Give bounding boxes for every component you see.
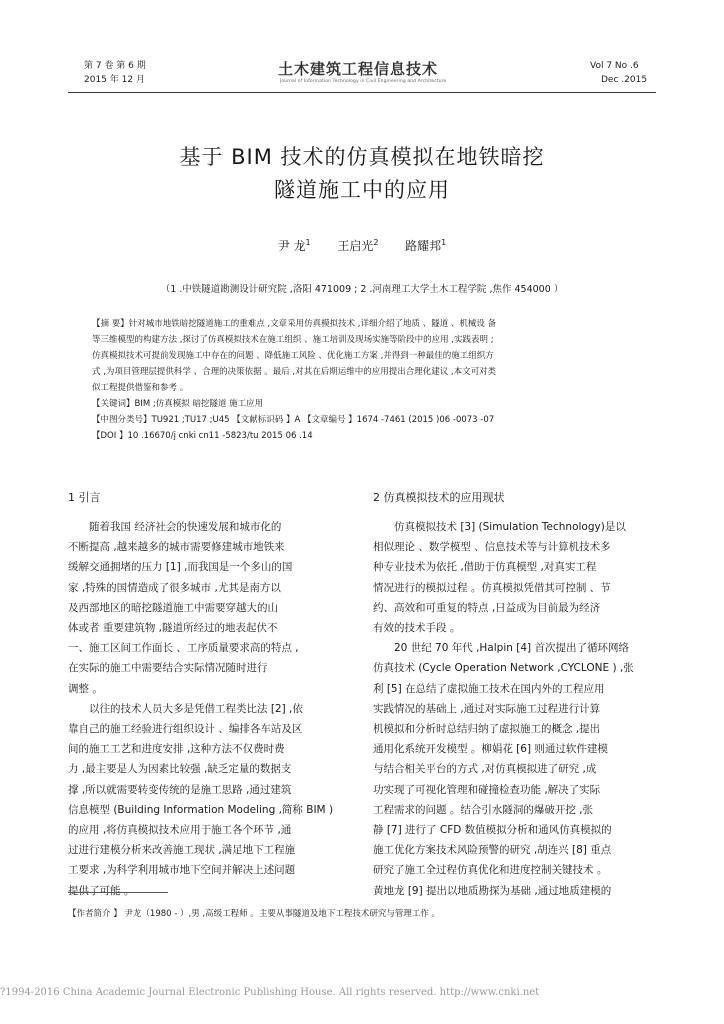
header-rule	[68, 92, 656, 93]
abstract-block	[92, 316, 652, 444]
column-left	[68, 517, 350, 901]
body-line: 黄地龙 [9] 提出以地质勘探为基础 ,通过地质建模的	[373, 884, 612, 897]
body-line: 不断提高 ,越来越多的城市需要修建城市地铁来	[68, 541, 285, 554]
body-line: 约、高效和可重复的特点 ,日益成为目前最为经济	[373, 601, 601, 614]
body-line: 及西部地区的暗挖隧道施工中需要穿越大的山	[68, 601, 278, 614]
body-line: 有效的技术手段 。	[373, 622, 461, 635]
body-line: 研究了施工全过程仿真优化和进度控制关键技术 。	[373, 864, 608, 877]
author-footnote: 【作者简介 】 尹龙（1980 - ）,男 ,高级工程师 。主要从事隧道及地下工程技术研究与管理工作 。	[68, 909, 441, 919]
body-line: 调整 。	[68, 682, 103, 695]
body-line: 实践情况的基础上 ,通过对实际施工过程进行计算	[373, 702, 601, 715]
body-line: 功实现了可视化管理和碰撞检查功能 ,解决了实际	[373, 783, 601, 796]
author-sup: 2	[373, 238, 379, 247]
abstract-line: 式 ,为项目管理层提供科学 、合理的决策依据 。最后 ,对其在后期运维中的应用提出合理化建议 ,本文可对类	[92, 367, 497, 377]
body-line: 相似理论 、数学模型 、信息技术等与计算机技术多	[373, 541, 611, 554]
abstract-line: 等三维模型的构建方法 ,探讨了仿真模拟技术在施工组织 、施工培训及现场实施等阶段中的应用 ,实践表明 ;	[92, 335, 494, 345]
title-line-2: 隧道施工中的应用	[274, 178, 450, 202]
body-line: 与结合相关平台的方式 ,对仿真模拟进了研究 ,成	[373, 763, 597, 776]
body-line: 撑 ,所以就需要转变传统的是施工思路 ,通过建筑	[68, 783, 292, 796]
author-name: 王启光	[337, 239, 374, 253]
author-name: 路耀邦	[405, 239, 442, 253]
body-line: 静 [7] 进行了 CFD 数值模拟分析和通风仿真模拟的	[373, 824, 612, 837]
column-right	[373, 517, 657, 901]
body-line: 靠自己的施工经验进行组织设计 、编排各车站及区	[68, 723, 303, 736]
section-2-heading: 2 仿真模拟技术的应用现状	[373, 491, 505, 504]
body-line: 信息模型 (Building Information Modeling ,简称 BIM )	[68, 803, 334, 816]
title-line-1: 基于 BIM 技术的仿真模拟在地铁暗挖	[179, 145, 545, 169]
body-line: 工要求 ,为科学利用城市地下空间并解决上述问题	[68, 864, 296, 877]
body-line: 一、施工区间工作面长 、工序质量要求高的特点 ,	[68, 642, 299, 655]
copyright-footer: ?1994-2016 China Academic Journal Electronic Publishing House. All rights reserved. http://www.cnki.net	[0, 987, 540, 998]
section-1-heading: 1 引言	[68, 491, 101, 504]
body-line: 以往的技术人员大多是凭借工程类比法 [2] ,依	[89, 702, 303, 715]
abstract-line: 仿真模拟技术可提前发现施工中存在的问题 、降低施工风险 、优化施工方案 ,并得到一种最佳的施工组织方	[92, 351, 494, 361]
abstract-line: 似工程提供借鉴和参考 。	[92, 383, 189, 393]
date-en: Dec .2015	[601, 75, 648, 85]
abstract-line: 【摘 要】针对城市地铁暗挖隧道施工的重难点 ,文章采用仿真模拟技术 ,详细介绍了地质 、隧道 、机械设 备	[92, 319, 497, 329]
body-line: 过进行建模分析来改善施工现状 ,满足地下工程施	[68, 844, 296, 857]
body-line: 种专业技术为依托 ,借助于仿真模型 ,对真实工程	[373, 561, 597, 574]
date-cn: 2015 年 12 月	[84, 75, 145, 85]
keywords: 【关键词】BIM ;仿真模拟 暗挖隧道 施工应用	[92, 399, 264, 409]
body-line: 提供了可能 。	[68, 884, 135, 897]
body-line: 施工优化方案技术风险预警的研究 ,胡连兴 [8] 重点	[373, 844, 612, 857]
classification-line: 【中图分类号】TU921 ;TU17 ;U45 【文献标识码 】A 【文章编号 】1674 -7461 (2015 )06 -0073 -07	[92, 415, 495, 425]
authors	[0, 237, 724, 254]
journal-logo-en: Journal of Information Technology in Civil Engineering and Architecture	[280, 79, 447, 84]
issue-en: Vol 7 No .6	[590, 61, 639, 71]
body-line: 仿真技术 (Cycle Operation Network ,CYCLONE ) ,张	[373, 662, 634, 675]
doi-line: 【DOI 】10 .16670/j cnki cn11 -5823/tu 2015 06 .14	[92, 431, 313, 441]
body-line: 体或者 重要建筑物 ,隧道所经过的地表起伏不	[68, 622, 278, 635]
body-line: 在实际的施工中需要结合实际情况随时进行	[68, 662, 268, 675]
author-name: 尹 龙	[277, 239, 306, 253]
body-line: 缓解交通拥堵的压力 [1] ,而我国是一个多山的国	[68, 561, 293, 574]
issue-cn: 第 7 卷 第 6 期	[84, 61, 146, 71]
journal-logo: 土木建筑工程信息技术	[278, 60, 439, 78]
body-line: 20 世纪 70 年代 ,Halpin [4] 首次提出了循环网络	[394, 642, 629, 655]
body-line: 通用化系统开发模型 。柳娟花 [6] 则通过软件建模	[373, 743, 608, 756]
author-sup: 1	[305, 238, 311, 247]
body-line: 力 ,最主要是人为因素比较强 ,缺乏定量的数据支	[68, 763, 292, 776]
footnote-rule	[68, 892, 168, 893]
body-line: 情况进行的模拟过程 。仿真模拟凭借其可控制 、节	[373, 581, 611, 594]
body-line: 随着我国 经济社会的快速发展和城市化的	[89, 521, 282, 533]
body-line: 利 [5] 在总结了虚拟施工技术在国内外的工程应用	[373, 682, 605, 695]
body-line: 家 ,特殊的国情造成了很多城市 ,尤其是南方以	[68, 581, 281, 594]
body-line: 的应用 ,将仿真模拟技术应用于施工各个环节 ,通	[68, 824, 292, 837]
body-line: 仿真模拟技术 [3] (Simulation Technology)是以	[394, 521, 626, 533]
body-line: 工程需求的问题 。结合引水隧洞的爆破开挖 ,张	[373, 803, 594, 816]
body-line: 机模拟和分析时总结归纳了虚拟施工的概念 ,提出	[373, 723, 601, 736]
affiliation: （1 .中铁隧道勘测设计研究院 ,洛阳 471009 ; 2 .河南理工大学土木工程学院 ,焦作 454000 ）	[160, 284, 564, 295]
author-sup: 1	[441, 238, 447, 247]
body-line: 间的施工工艺和进度安排 ,这种方法不仅费时费	[68, 743, 285, 756]
